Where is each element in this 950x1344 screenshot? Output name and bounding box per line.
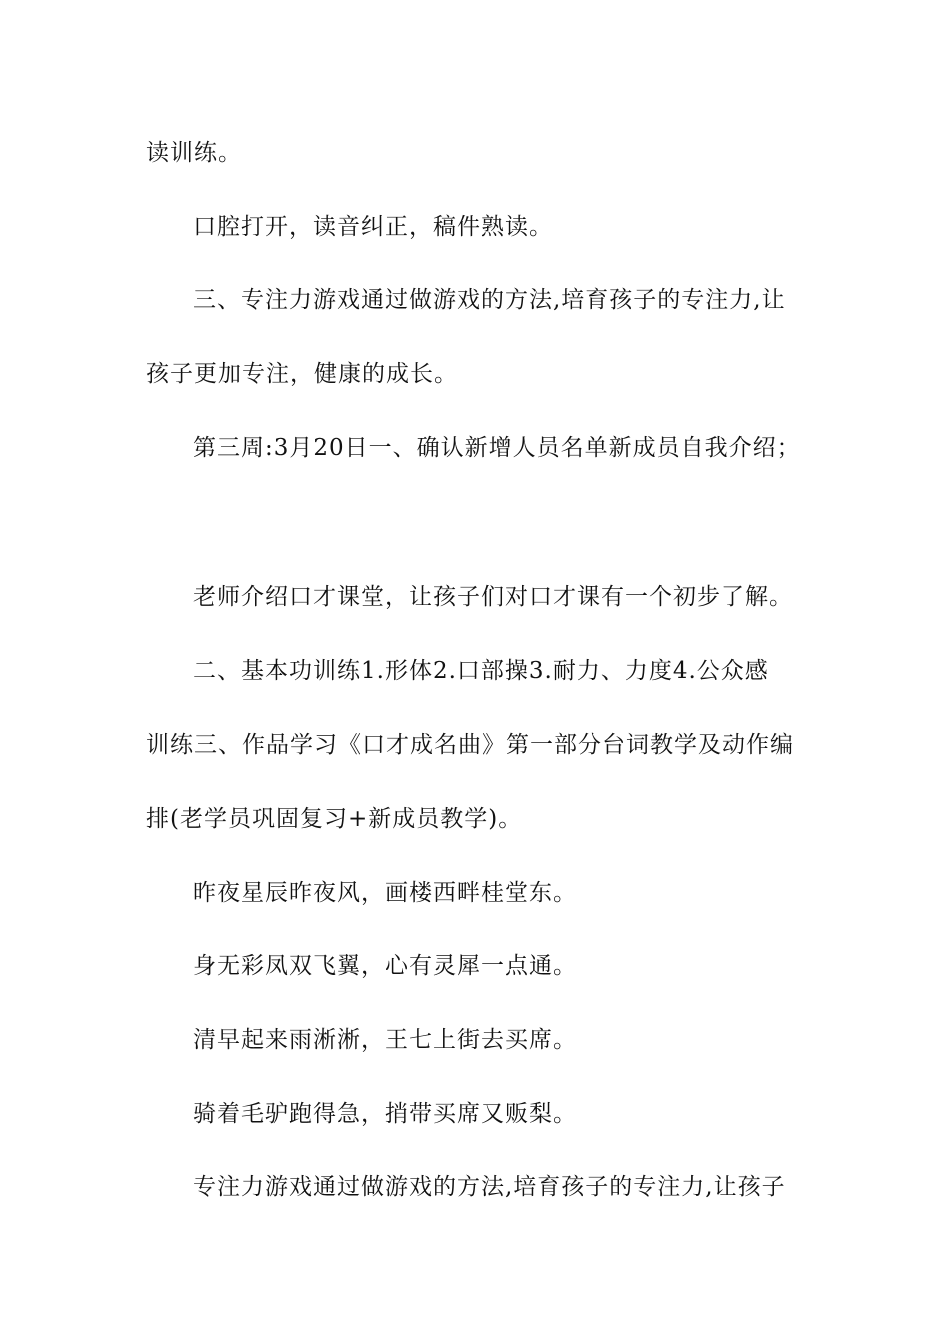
text-line-9: 排(老学员巩固复习+新成员教学)。	[146, 806, 523, 832]
text-line-2: 口腔打开，读音纠正，稿件熟读。	[193, 214, 553, 240]
text-line-11: 身无彩凤双飞翼，心有灵犀一点通。	[193, 953, 577, 979]
text-line-4: 孩子更加专注，健康的成长。	[146, 361, 458, 387]
text-line-13: 骑着毛驴跑得急，捎带买席又贩梨。	[193, 1101, 577, 1127]
text-line-12: 清早起来雨淅淅，王七上街去买席。	[193, 1027, 577, 1053]
text-line-1: 读训练。	[146, 140, 242, 166]
text-line-6: 老师介绍口才课堂，让孩子们对口才课有一个初步了解。	[193, 584, 793, 610]
text-line-7: 二、基本功训练1.形体2.口部操3.耐力、力度4.公众感	[193, 658, 769, 684]
text-line-8: 训练三、作品学习《口才成名曲》第一部分台词教学及动作编	[146, 732, 794, 758]
text-line-10: 昨夜星辰昨夜风，画楼西畔桂堂东。	[193, 880, 577, 906]
text-line-14: 专注力游戏通过做游戏的方法,培育孩子的专注力,让孩子	[193, 1174, 786, 1200]
text-line-3: 三、专注力游戏通过做游戏的方法,培育孩子的专注力,让	[193, 287, 786, 313]
text-line-5: 第三周:3月20日一、确认新增人员名单新成员自我介绍；	[193, 435, 801, 461]
